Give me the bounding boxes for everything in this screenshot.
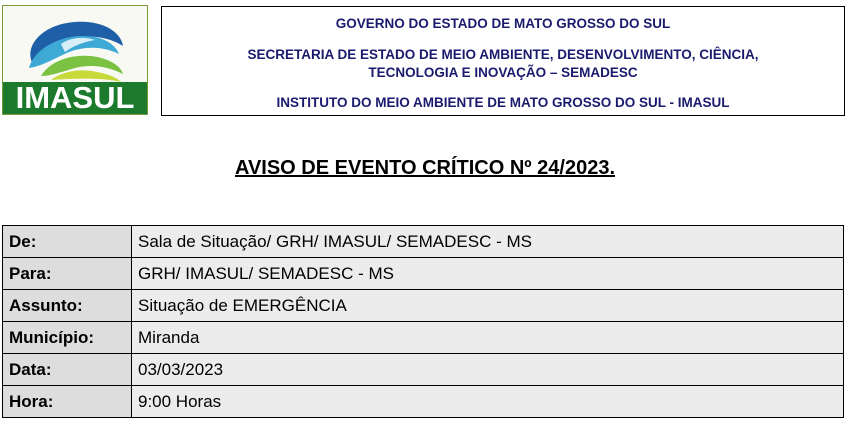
row-label-municipality: Município:	[3, 322, 132, 354]
imasul-logo	[2, 5, 148, 115]
table-row	[3, 322, 844, 354]
table-row	[3, 258, 844, 290]
page-title: AVISO DE EVENTO CRÍTICO Nº 24/2023.	[234, 157, 615, 179]
table-row	[3, 290, 844, 322]
table-row	[3, 386, 844, 418]
row-value-from: Sala de Situação/ GRH/ IMASUL/ SEMADESC - MS	[132, 226, 844, 258]
header-line-secretariat-cont: TECNOLOGIA E INOVAÇÃO – SEMADESC	[368, 65, 638, 80]
row-label-from: De:	[3, 226, 132, 258]
row-value-subject: Situação de EMERGÊNCIA	[132, 290, 844, 322]
event-info-table	[2, 225, 844, 418]
row-value-to: GRH/ IMASUL/ SEMADESC - MS	[132, 258, 844, 290]
header-line-government: GOVERNO DO ESTADO DE MATO GROSSO DO SUL	[335, 16, 671, 31]
header-line-institute: INSTITUTO DO MEIO AMBIENTE DE MATO GROSSO DO SUL - IMASUL	[276, 95, 730, 110]
row-label-date: Data:	[3, 354, 132, 386]
imasul-emblem-icon	[3, 6, 148, 84]
table-row	[3, 354, 844, 386]
header-line-secretariat: SECRETARIA DE ESTADO DE MEIO AMBIENTE, DESENVOLVIMENTO, CIÊNCIA,	[247, 47, 759, 62]
row-value-time: 9:00 Horas	[132, 386, 844, 418]
row-label-subject: Assunto:	[3, 290, 132, 322]
row-value-date: 03/03/2023	[132, 354, 844, 386]
logo-text: IMASUL	[3, 82, 147, 114]
row-label-to: Para:	[3, 258, 132, 290]
row-value-municipality: Miranda	[132, 322, 844, 354]
header-box	[161, 6, 845, 116]
table-row	[3, 226, 844, 258]
row-label-time: Hora:	[3, 386, 132, 418]
